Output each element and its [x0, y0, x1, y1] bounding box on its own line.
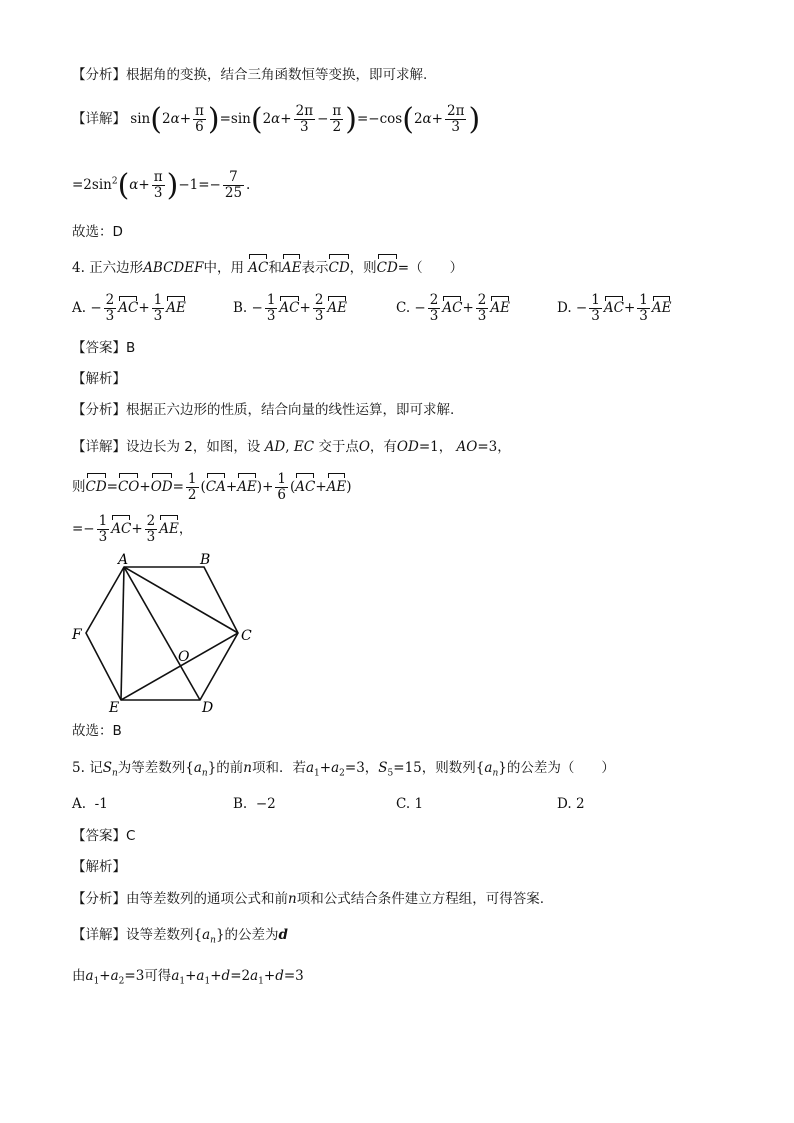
label-d: D	[202, 700, 214, 715]
option-b: B. − $\frac{1}{3}$ AC+ $\frac{2}{3}$ AE	[233, 292, 348, 324]
q4-detail-line-3: =− $\frac{1}{3}$ AC+ $\frac{2}{3}$ AE，	[72, 513, 193, 545]
q5-detail-line-2: 由$a_1+a_2=3$可得$a_1+a_1+d=2a_1+d=3$	[72, 968, 304, 987]
stem-text: 表示	[301, 260, 329, 276]
segment-ad	[124, 567, 200, 700]
stem-text: ，则	[349, 260, 377, 276]
q5-stem: 5. 记$S_n$为等差数列$\{a_n\}$的前n项和．若$a_1+a_2=3$，$S_5=15$，则数列$\{a_n\}$的公差为（ ）	[72, 760, 615, 779]
q5-analysis: 【分析】由等差数列的通项公式和前n项和公式结合条件建立方程组，可得答案.	[72, 891, 544, 907]
option-d: D. 2	[557, 796, 585, 812]
option-a: A. − $\frac{2}{3}$ AC+ $\frac{1}{3}$ AE	[72, 292, 186, 324]
label-f: F	[72, 627, 82, 643]
option-d: D. − $\frac{1}{3}$ AC+ $\frac{1}{3}$ AE	[557, 292, 672, 324]
q4-analysis: 【分析】根据正六边形的性质，结合向量的线性运算，即可求解.	[72, 402, 455, 418]
q4-choice: 故选：B	[72, 723, 122, 739]
q3-detail-line-1	[72, 101, 481, 137]
q5-answer: 【答案】C	[72, 828, 136, 844]
label-c: C	[241, 628, 252, 644]
question-number: 4.	[72, 260, 85, 276]
vector-cd: CD	[328, 260, 350, 276]
answer-value: C	[126, 828, 136, 844]
stem-blank: =（ ）	[397, 260, 464, 276]
stem-text: 和	[268, 260, 282, 276]
vector-ae: AE	[281, 260, 302, 276]
vector-ac: AC	[248, 260, 269, 276]
q4-stem	[72, 258, 463, 278]
label-b: B	[200, 552, 211, 568]
option-c: C. 1	[396, 796, 424, 812]
label-o: O	[178, 649, 190, 665]
q4-answer: 【答案】B	[72, 340, 136, 356]
stem-text: 中，用	[203, 260, 244, 276]
polygon-name: ABCDEF	[143, 260, 204, 276]
label-a: A	[118, 552, 129, 568]
segment-ec	[121, 633, 238, 700]
analysis-tag: 【分析】	[72, 67, 126, 83]
q4-detail-line-1: 【详解】设边长为 2，如图，设 AD, EC 交于点O，有OD=1， AO=3，	[72, 439, 511, 455]
formula: $=2\sin^2(\alpha+$ $\frac{\pi}{3}$ )−1=− $\frac{7}{25}$ .	[72, 167, 251, 203]
formula: sin(2α+ $\frac{\pi}{6}$ )=sin(2α+ $\frac{2\pi}{3}$ − $\frac{\pi}{2}$ )=−cos(2α+ $\frac{2\pi}{3}$ )	[130, 101, 481, 137]
question-number: 5.	[72, 760, 85, 776]
q4-detail-line-2: 则CD=CO+OD= $\frac{1}{2}$ (CA+AE)+ $\frac{1}{6}$ (AC+AE)	[72, 471, 352, 503]
q5-detail-line-1: 【详解】设等差数列$\{a_n\}$的公差为d	[72, 927, 288, 946]
detail-tag: 【详解】	[72, 111, 126, 127]
label-e: E	[109, 700, 120, 715]
q3-analysis-line	[72, 65, 427, 85]
hexagon-figure	[68, 550, 268, 715]
option-c: C. − $\frac{2}{3}$ AC+ $\frac{2}{3}$ AE	[396, 292, 510, 324]
option-a: A. -1	[72, 796, 108, 812]
stem-text: 正六边形	[89, 260, 144, 276]
vector-cd: CD	[376, 260, 398, 276]
segment-ae	[121, 567, 124, 700]
q3-choice: 故选：D	[72, 224, 123, 240]
q5-jiexi: 【解析】	[72, 859, 126, 875]
q3-detail-line-2	[72, 167, 251, 203]
analysis-text: 根据角的变换，结合三角函数恒等变换，即可求解.	[126, 67, 428, 83]
q4-jiexi: 【解析】	[72, 371, 126, 387]
answer-value: B	[126, 340, 136, 356]
option-b: B. −2	[233, 796, 276, 812]
